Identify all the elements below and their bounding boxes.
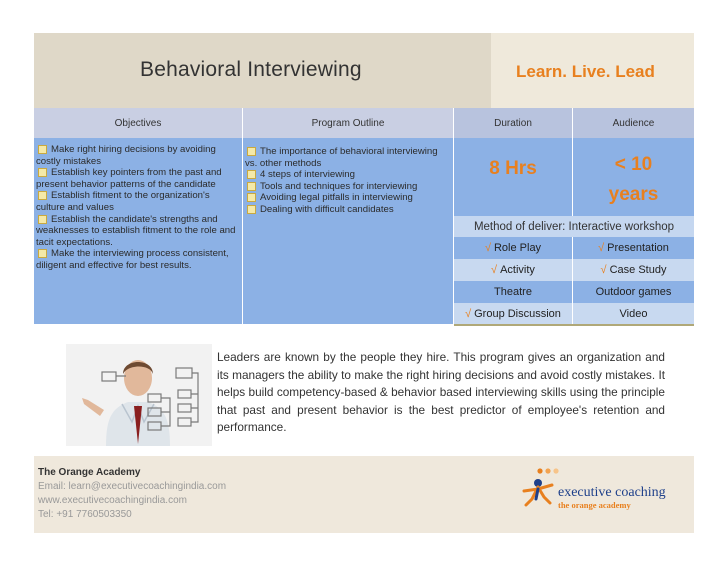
delivery-method-label: Method of deliver: Interactive workshop	[454, 216, 694, 237]
list-item: Tools and techniques for interviewing	[245, 181, 451, 193]
list-item: Establish key pointers from the past and present behavior patterns of the candidate	[36, 167, 222, 190]
list-item: 4 steps of interviewing	[245, 169, 451, 181]
list-item: The importance of behavioral interviewing vs. other methods	[245, 146, 438, 169]
checkbox-bullet-icon	[38, 215, 47, 224]
list-item: Establish the candidate's strengths and weaknesses to establish fitment to the role and tacit expectations.	[36, 213, 236, 248]
method-outdoor-games: Outdoor games	[573, 281, 694, 303]
method-group-discussion: √ Group Discussion	[454, 303, 572, 325]
method-video: Video	[573, 303, 694, 325]
program-summary: Leaders are known by the people they hire. This program gives an organization and its managers the ability to make the right hiring decisions and avoid costly mistakes. It helps build competency-based & behavior based interviewing skills using the principle that past and present behavior is the best predictor of employee's retention and performance.	[217, 350, 665, 435]
audience-line-2: years	[608, 184, 659, 205]
audience-value	[573, 138, 694, 216]
list-item: Make the interviewing process consistent, diligent and effective for best results.	[36, 248, 229, 271]
list-item: Make right hiring decisions by avoiding costly mistakes	[36, 144, 216, 167]
check-mark-icon: √	[465, 308, 472, 320]
checkbox-bullet-icon	[247, 205, 256, 214]
businessman-flowchart-photo	[66, 344, 212, 446]
method-theatre: Theatre	[454, 281, 572, 303]
checkbox-bullet-icon	[38, 249, 47, 258]
method-presentation: √ Presentation	[573, 237, 694, 259]
audience-line-1: < 10	[614, 154, 653, 175]
objectives-panel	[34, 138, 242, 324]
divider	[454, 324, 694, 326]
method-activity: √ Activity	[454, 259, 572, 281]
logo-text: executive coaching	[558, 485, 666, 500]
executive-coaching-logo	[518, 465, 688, 521]
duration-header: Duration	[454, 108, 572, 138]
check-mark-icon: √	[484, 242, 491, 254]
list-item: Dealing with difficult candidates	[245, 204, 451, 216]
telephone-text: Tel: +91 7760503350	[38, 509, 132, 520]
tagline: Learn. Live. Lead	[516, 62, 655, 81]
check-mark-icon: √	[600, 264, 607, 276]
method-role-play: √ Role Play	[454, 237, 572, 259]
logo-subtext: the orange academy	[558, 500, 631, 510]
checkbox-bullet-icon	[38, 191, 47, 200]
check-mark-icon: √	[598, 242, 605, 254]
objectives-header: Objectives	[34, 108, 242, 138]
program-outline-list	[243, 138, 453, 216]
email-text: Email: learn@executivecoachingindia.com	[38, 481, 227, 492]
checkbox-bullet-icon	[38, 145, 47, 154]
checkbox-bullet-icon	[247, 170, 256, 179]
objectives-list	[34, 138, 242, 272]
list-item: Establish fitment to the organization's culture and values	[36, 190, 210, 213]
checkbox-bullet-icon	[247, 147, 256, 156]
organization-name: The Orange Academy	[38, 467, 141, 478]
page-title: Behavioral Interviewing	[140, 58, 362, 81]
website-link[interactable]: www.executivecoachingindia.com	[38, 495, 187, 506]
checkbox-bullet-icon	[38, 168, 47, 177]
audience-header: Audience	[573, 108, 694, 138]
list-item: Avoiding legal pitfalls in interviewing	[245, 192, 451, 204]
check-mark-icon: √	[491, 264, 498, 276]
program-outline-panel	[243, 138, 453, 324]
checkbox-bullet-icon	[247, 193, 256, 202]
program-outline-header: Program Outline	[243, 108, 453, 138]
duration-value: 8 Hrs	[454, 138, 572, 216]
method-case-study: √ Case Study	[573, 259, 694, 281]
checkbox-bullet-icon	[247, 182, 256, 191]
